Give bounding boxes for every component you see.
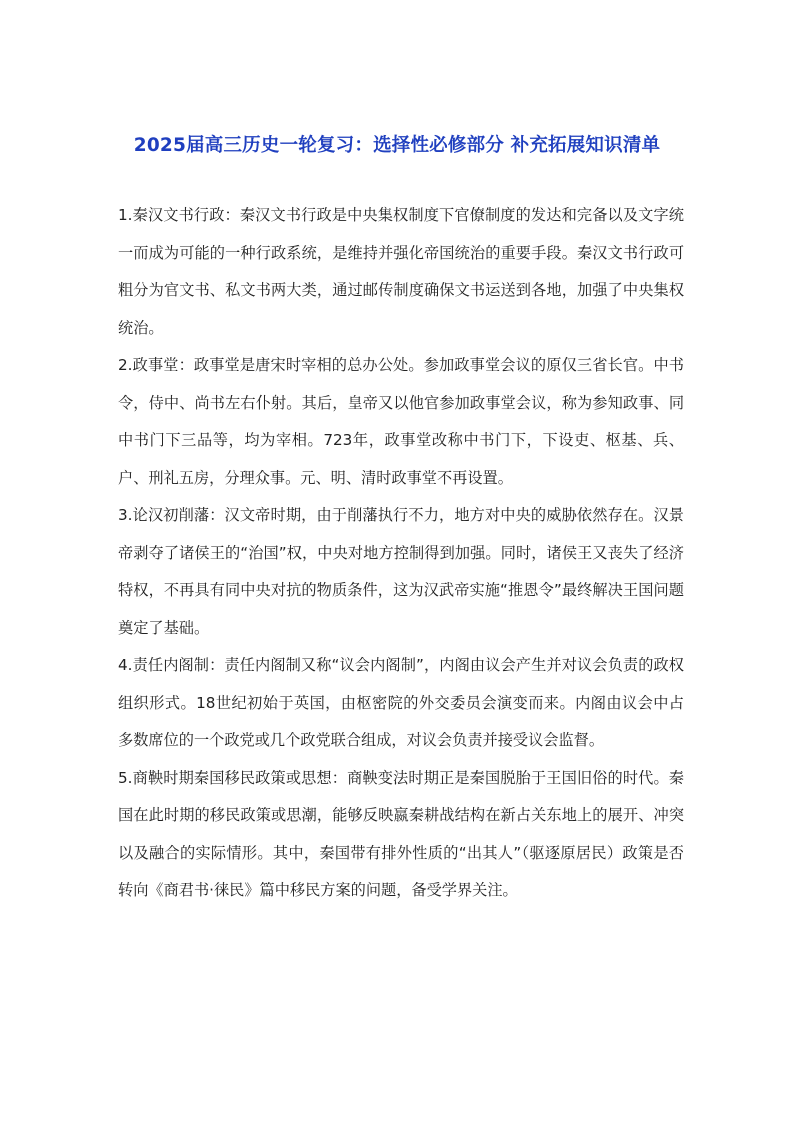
document-body xyxy=(118,197,684,910)
paragraph-early-han-vassal-reduction: 3.论汉初削藩：汉文帝时期，由于削藩执行不力，地方对中央的威胁依然存在。汉景帝剥夺了诸侯王的“治国”权，中央对地方控制得到加强。同时，诸侯王又丧失了经济特权，不再具有同中央对抗的物质条件，这为汉武帝实施“推恩令”最终解决王国问题奠定了基础。 xyxy=(118,506,684,637)
paragraph-shang-yang-migration-policy: 5.商鞅时期秦国移民政策或思想：商鞅变法时期正是秦国脱胎于王国旧俗的时代。秦国在此时期的移民政策或思潮，能够反映嬴秦耕战结构在新占关东地上的展开、冲突以及融合的实际情形。其中，秦国带有排外性质的“出其人”（驱逐原居民）政策是否转向《商君书·徕民》篇中移民方案的问题，备受学界关注。 xyxy=(118,768,684,899)
document-title: 2025届高三历史一轮复习：选择性必修部分 补充拓展知识清单 xyxy=(133,135,661,156)
paragraph-responsible-cabinet-system: 4.责任内阁制：责任内阁制又称“议会内阁制”，内阁由议会产生并对议会负责的政权组织形式。18世纪初始于英国，由枢密院的外交委员会演变而来。内阁由议会中占多数席位的一个政党或几个政党联合组成，对议会负责并接受议会监督。 xyxy=(118,656,684,749)
paragraph-qin-han-document-administration: 1.秦汉文书行政：秦汉文书行政是中央集权制度下官僚制度的发达和完备以及文字统一而成为可能的一种行政系统，是维持并强化帝国统治的重要手段。秦汉文书行政可粗分为官文书、私文书两大类，通过邮传制度确保文书运送到各地，加强了中央集权统治。 xyxy=(118,206,684,337)
paragraph-zhengshitang: 2.政事堂：政事堂是唐宋时宰相的总办公处。参加政事堂会议的原仅三省长官。中书令，侍中、尚书左右仆射。其后，皇帝又以他官参加政事堂会议，称为参知政事、同中书门下三品等，均为宰相。723年，政事堂改称中书门下，下设吏、枢基、兵、户、刑礼五房，分理众事。元、明、清时政事堂不再设置。 xyxy=(118,356,684,487)
